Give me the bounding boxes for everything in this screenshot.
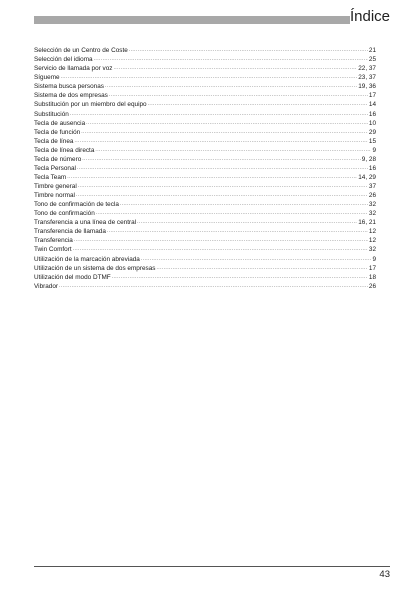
index-term: Timbre general bbox=[34, 183, 77, 190]
dot-leader bbox=[77, 164, 368, 173]
index-term: Transferencia a una línea de central bbox=[34, 219, 137, 227]
index-page-numbers: 25 bbox=[368, 56, 376, 64]
index-page-numbers: 14, 29 bbox=[358, 173, 376, 181]
index-entry bbox=[34, 82, 376, 91]
index-entry bbox=[34, 109, 376, 118]
index-page-numbers: 32 bbox=[368, 210, 376, 218]
index-entry bbox=[34, 227, 376, 236]
dot-leader bbox=[96, 209, 368, 218]
index-term: Selección de un Centro de Coste bbox=[34, 47, 128, 55]
index-entry bbox=[34, 191, 376, 200]
index-entry bbox=[34, 182, 376, 191]
index-entry bbox=[34, 128, 376, 137]
index-term: Sistema de dos empresas bbox=[34, 92, 108, 100]
index-page-numbers: 29 bbox=[368, 128, 376, 136]
index-page-numbers: 26 bbox=[368, 282, 376, 290]
header-bar bbox=[34, 16, 350, 24]
index-term: Substitución bbox=[34, 110, 69, 118]
index-page-numbers: 23, 37 bbox=[358, 74, 376, 82]
index-entry bbox=[34, 254, 376, 263]
index-entry bbox=[34, 119, 376, 128]
index-term: Vibrador bbox=[34, 282, 59, 290]
index-entry bbox=[34, 200, 376, 209]
index-page-numbers: 10 bbox=[368, 119, 376, 127]
dot-leader bbox=[129, 46, 368, 55]
index-page-numbers: 37 bbox=[368, 183, 376, 190]
index-term: Tecla Team bbox=[34, 173, 67, 181]
index-page-numbers: 15 bbox=[368, 137, 376, 145]
index-page-numbers: 21 bbox=[368, 47, 376, 55]
index-entry bbox=[34, 46, 376, 55]
index-page-numbers: 14 bbox=[368, 101, 376, 109]
index-entry bbox=[34, 282, 376, 291]
index-entry bbox=[34, 55, 376, 64]
page-title: Índice bbox=[349, 8, 390, 25]
dot-leader bbox=[137, 218, 357, 227]
index-term: Tecla Personal bbox=[34, 164, 76, 172]
index-entry bbox=[34, 91, 376, 100]
dot-leader bbox=[114, 64, 358, 73]
index-page-numbers: 16 bbox=[368, 110, 376, 118]
dot-leader bbox=[141, 255, 372, 264]
dot-leader bbox=[74, 236, 368, 245]
dot-leader bbox=[105, 82, 357, 91]
index-entry bbox=[34, 137, 376, 146]
index-entry bbox=[34, 264, 376, 273]
index-entry bbox=[34, 273, 376, 282]
dot-leader bbox=[70, 110, 368, 119]
index-page-numbers: 16 bbox=[368, 164, 376, 172]
index-term: Transferencia bbox=[34, 237, 73, 245]
index-page-numbers: 12 bbox=[368, 237, 376, 245]
index-page-numbers: 9 bbox=[372, 146, 376, 154]
index-entry bbox=[34, 73, 376, 82]
dot-leader bbox=[86, 119, 368, 128]
index-term: Sistema busca personas bbox=[34, 83, 104, 91]
dot-leader bbox=[76, 191, 368, 200]
index-page-numbers: 26 bbox=[368, 192, 376, 200]
index-term: Substitución por un miembro del equipo bbox=[34, 101, 147, 109]
index-term: Tono de confirmación bbox=[34, 210, 95, 218]
index-page-numbers: 18 bbox=[368, 273, 376, 281]
index-term: Tono de confirmación de tecla bbox=[34, 201, 119, 209]
index-list bbox=[34, 46, 376, 291]
index-entry bbox=[34, 245, 376, 254]
index-page-numbers: 12 bbox=[368, 228, 376, 236]
index-term: Tecla de función bbox=[34, 128, 81, 136]
index-page-numbers: 16, 21 bbox=[358, 219, 376, 227]
dot-leader bbox=[59, 282, 368, 291]
index-page-numbers: 17 bbox=[368, 264, 376, 272]
index-page-numbers: 9 bbox=[372, 255, 376, 263]
index-term: Timbre normal bbox=[34, 192, 75, 200]
index-entry bbox=[34, 64, 376, 73]
dot-leader bbox=[73, 245, 368, 254]
dot-leader bbox=[74, 137, 367, 146]
index-entry bbox=[34, 164, 376, 173]
dot-leader bbox=[107, 227, 368, 236]
index-entry bbox=[34, 100, 376, 109]
index-entry bbox=[34, 146, 376, 155]
dot-leader bbox=[78, 182, 368, 191]
dot-leader bbox=[67, 173, 357, 182]
dot-leader bbox=[109, 91, 368, 100]
index-term: Transferencia de llamada bbox=[34, 228, 106, 236]
index-page-numbers: 32 bbox=[368, 246, 376, 254]
index-term: Servicio de llamada por voz bbox=[34, 65, 113, 73]
index-entry bbox=[34, 155, 376, 164]
page-number: 43 bbox=[379, 569, 390, 580]
index-page-numbers: 22, 37 bbox=[358, 65, 376, 73]
index-term: Sígueme bbox=[34, 74, 60, 82]
index-entry bbox=[34, 209, 376, 218]
footer-rule bbox=[34, 566, 390, 567]
index-entry bbox=[34, 236, 376, 245]
dot-leader bbox=[148, 100, 368, 109]
index-term: Tecla de línea bbox=[34, 137, 74, 145]
index-term: Tecla de línea directa bbox=[34, 146, 95, 154]
dot-leader bbox=[82, 155, 361, 164]
dot-leader bbox=[94, 55, 368, 64]
index-term: Selección del idioma bbox=[34, 56, 93, 64]
index-term: Tecla de número bbox=[34, 155, 82, 163]
index-page-numbers: 19, 36 bbox=[358, 83, 376, 91]
index-term: Utilización de un sistema de dos empresas bbox=[34, 264, 156, 272]
index-term: Utilización de la marcación abreviada bbox=[34, 255, 140, 263]
dot-leader bbox=[61, 73, 358, 82]
index-page-numbers: 17 bbox=[368, 92, 376, 100]
index-term: Tecla de ausencia bbox=[34, 119, 86, 127]
index-entry bbox=[34, 173, 376, 182]
index-term: Twin Comfort bbox=[34, 246, 72, 254]
index-page-numbers: 32 bbox=[368, 201, 376, 209]
dot-leader bbox=[95, 146, 371, 155]
index-term: Utilización del modo DTMF bbox=[34, 273, 111, 281]
dot-leader bbox=[81, 128, 368, 137]
dot-leader bbox=[156, 264, 367, 273]
index-entry bbox=[34, 218, 376, 227]
dot-leader bbox=[120, 200, 368, 209]
dot-leader bbox=[112, 273, 368, 282]
index-page-numbers: 9, 28 bbox=[361, 155, 376, 163]
